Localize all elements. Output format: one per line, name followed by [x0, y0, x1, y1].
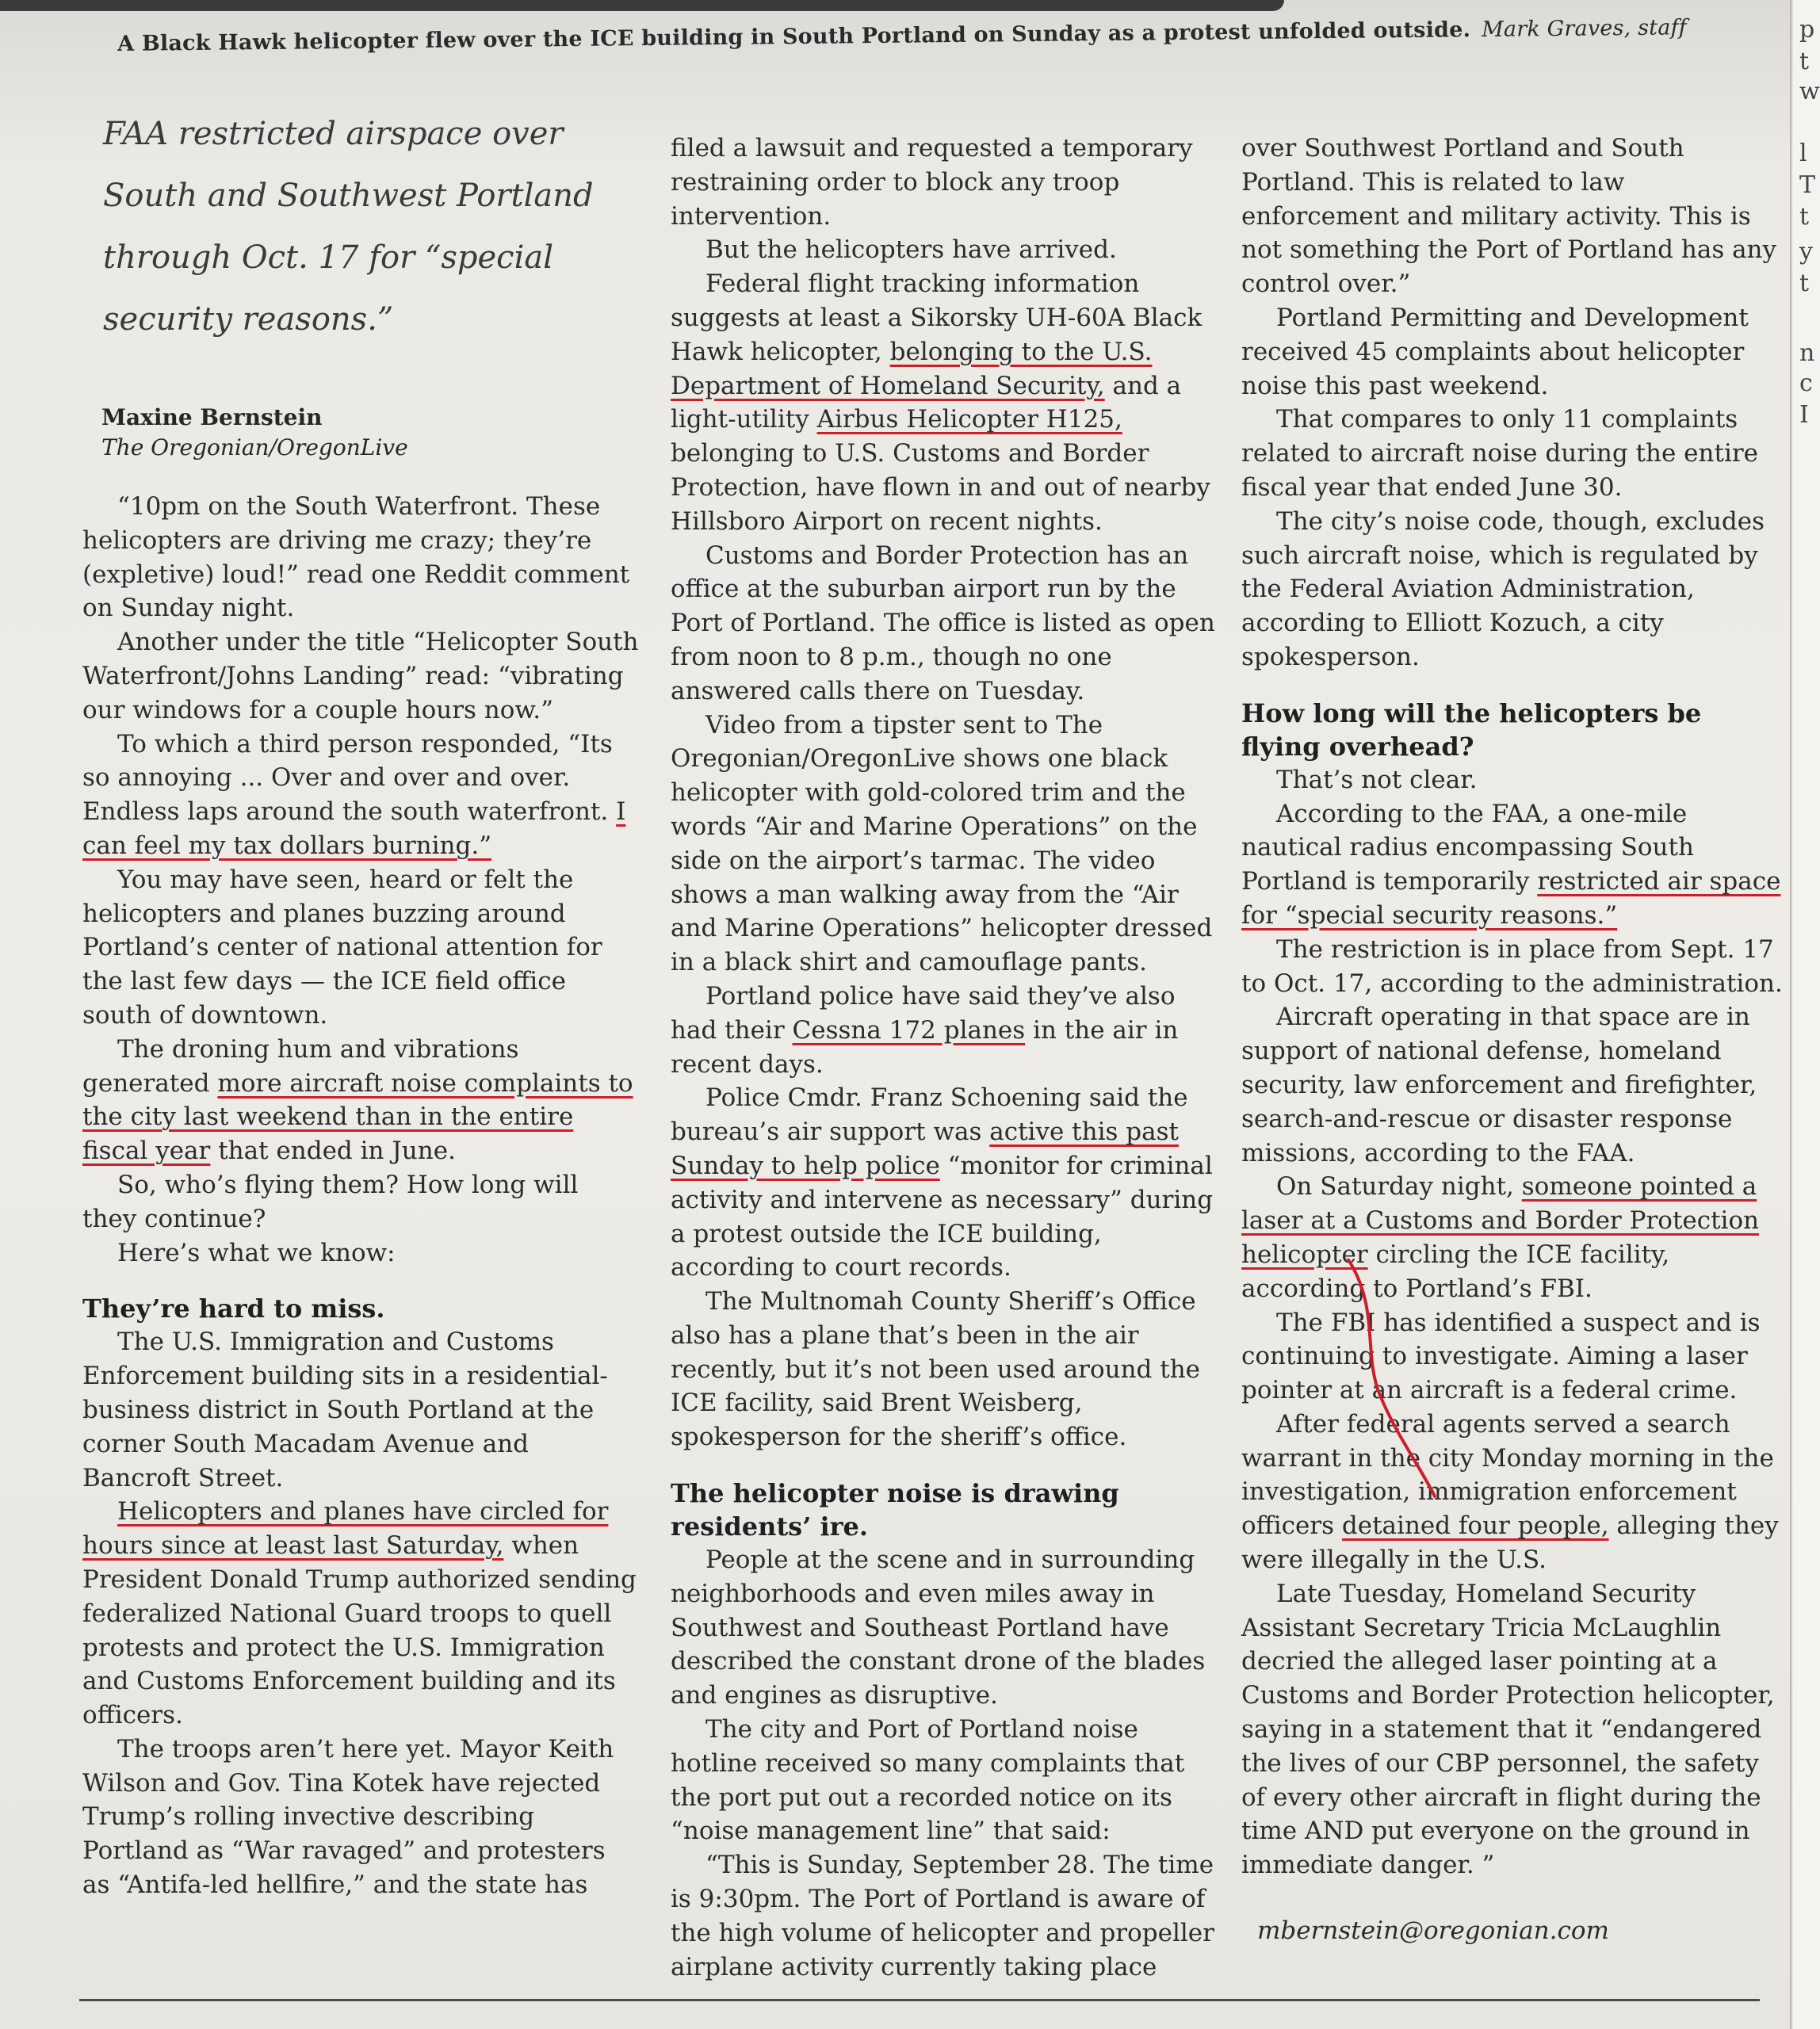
photo-edge — [0, 0, 1284, 11]
edge-letter: p — [1799, 16, 1815, 44]
photo-caption — [117, 15, 1703, 56]
underlined-text: active this past Sunday to help police — [671, 1118, 1179, 1180]
paragraph-text: On Saturday night, — [1276, 1172, 1522, 1202]
paragraph — [671, 267, 1216, 538]
paragraph — [1241, 1170, 1788, 1305]
underlined-text: Helicopters and planes have circled for hours since at least last Saturday, — [82, 1497, 609, 1561]
section-heading: They’re hard to miss. — [82, 1293, 385, 1324]
paragraph-text: alleging they were illegally in the U.S. — [1241, 1511, 1779, 1575]
paragraph-text: Police Cmdr. Franz Schoening said the bureau’s air support was — [671, 1083, 1188, 1147]
paragraph: That compares to only 11 complaints related to aircraft noise during the entire fiscal year that ended June 30. — [1241, 405, 1759, 502]
paragraph — [82, 1033, 639, 1168]
underlined-text: restricted air space for “special security reasons.” — [1241, 867, 1781, 930]
section-heading: How long will the helicopters be flying overhead? — [1241, 697, 1702, 762]
paragraph: over Southwest Portland and South Portland. This is related to law enforcement and military activity. This is not something the Port of Portland has any control over.” — [1241, 134, 1777, 299]
paragraph-text: “monitor for criminal activity and intervene as necessary” during a protest outside the ICE building, according to court records. — [671, 1151, 1214, 1282]
paragraph: The restriction is in place from Sept. 17 to Oct. 17, according to the administration. — [1241, 934, 1783, 998]
paragraph-text: that ended in June. — [210, 1137, 456, 1166]
paragraph: That’s not clear. — [1276, 765, 1478, 794]
byline — [101, 403, 593, 463]
paragraph-text: circling the ICE facility, according to Portland’s FBI. — [1241, 1240, 1670, 1303]
paragraph-text: belonging to U.S. Customs and Border Protection, have flown in and out of nearby Hillsboro Airport on recent nights. — [671, 439, 1210, 536]
paragraph — [82, 728, 639, 863]
edge-letter: t — [1799, 48, 1810, 75]
paragraph: Another under the title “Helicopter South Waterfront/Johns Landing” read: “vibrating our windows for a couple hours now.” — [82, 628, 639, 724]
edge-letter: T — [1799, 171, 1816, 199]
paragraph: The Multnomah County Sheriff’s Office also has a plane that’s been in the air recently, but it’s not been used around the ICE facility, said Brent Weisberg, spokesperson for the sheriff’s office. — [671, 1287, 1200, 1452]
caption-credit: Mark Graves, staff — [1481, 15, 1688, 42]
paragraph — [671, 1081, 1216, 1285]
paragraph: You may have seen, heard or felt the helicopters and planes buzzing around Portland’s center of national attention for the last few days — the ICE field office south of downtown. — [82, 865, 602, 1030]
edge-letter: n — [1799, 339, 1815, 367]
paragraph: The troops aren’t here yet. Mayor Keith Wilson and Gov. Tina Kotek have rejected Trump’s rolling invective describing Portland as “War ravaged” and protesters as “Antifa-led hellfire,” and the state has — [82, 1734, 614, 1900]
underlined-text: Airbus Helicopter H125, — [816, 405, 1122, 434]
edge-letter: l — [1799, 139, 1807, 167]
paragraph: Here’s what we know: — [117, 1238, 396, 1267]
edge-letter: y — [1799, 238, 1813, 266]
pull-quote: FAA restricted airspace over South and Southwest Portland through Oct. 17 for “special security reasons.” — [103, 116, 594, 338]
edge-letter: t — [1799, 269, 1810, 297]
underlined-text: I can feel my tax dollars burning.” — [82, 797, 626, 860]
paragraph: The U.S. Immigration and Customs Enforcement building sits in a residential-business district in South Portland at the corner South Macadam Avenue and Bancroft Street. — [82, 1328, 608, 1492]
paragraph-text: To which a third person responded, “Its so annoying ... Over and over and over. Endless laps around the south waterfront. — [82, 729, 617, 827]
underlined-text: detained four people, — [1341, 1511, 1609, 1541]
paragraph-text: Federal flight tracking information suggests at least a Sikorsky UH-60A Black Hawk helicopter, — [671, 269, 1202, 366]
paragraph-text: in the air in recent days. — [671, 1015, 1179, 1079]
paragraph-text: According to the FAA, a one-mile nautical radius encompassing South Portland is temporarily — [1241, 799, 1694, 896]
edge-letter: t — [1799, 203, 1810, 231]
section-heading: The helicopter noise is drawing residents’ ire. — [671, 1478, 1119, 1542]
paragraph: The city’s noise code, though, excludes such aircraft noise, which is regulated by the Federal Aviation Administration, according to Elliott Kozuch, a city spokesperson. — [1241, 506, 1765, 671]
author-name: Maxine Bernstein — [101, 404, 323, 430]
paragraph: Aircraft operating in that space are in support of national defense, homeland security, law enforcement and firefighter, search-and-rescue or disaster response missions, according to the FAA. — [1241, 1003, 1757, 1167]
paragraph — [1241, 1408, 1788, 1577]
paragraph: “This is Sunday, September 28. The time is 9:30pm. The Port of Portland is aware of the high volume of helicopter and propeller airplane activity currently taking place — [671, 1851, 1214, 1981]
paragraph: Portland Permitting and Development received 45 complaints about helicopter noise this past weekend. — [1241, 303, 1749, 400]
edge-letter: c — [1799, 369, 1813, 397]
paragraph-text: when President Donald Trump authorized sending federalized National Guard troops to quell protests and protect the U.S. Immigration and Customs Enforcement building and its officers. — [82, 1531, 637, 1730]
paragraph: The FBI has identified a suspect and is continuing to investigate. Aiming a laser pointer at an aircraft is a federal crime. — [1241, 1308, 1761, 1405]
pen-mark — [1332, 1259, 1443, 1504]
paragraph-text: Portland police have said they’ve also had their — [671, 981, 1176, 1045]
column-divider — [1790, 0, 1791, 2029]
paragraph: Late Tuesday, Homeland Security Assistant Secretary Tricia McLaughlin decried the alleged laser pointing at a Customs and Border Protection helicopter, saying in a statement that it “endangered the lives of our CBP personnel, the safety of every other aircraft in flight during the time AND put everyone on the ground in immediate danger. ” — [1241, 1579, 1775, 1880]
article-column-3 — [1241, 132, 1788, 1948]
paragraph: People at the scene and in surrounding neighborhoods and even miles away in Southwest and Southeast Portland have described the constant drone of the blades and engines as disruptive. — [671, 1546, 1206, 1710]
caption-text: A Black Hawk helicopter flew over the ICE building in South Portland on Sunday as a protest unfolded outside. — [117, 17, 1471, 56]
bottom-rule — [79, 1999, 1760, 2001]
paragraph — [671, 980, 1216, 1081]
paragraph: But the helicopters have arrived. — [705, 235, 1117, 265]
author-organization: The Oregonian/OregonLive — [101, 434, 408, 460]
underlined-text: Cessna 172 planes — [792, 1015, 1026, 1045]
adjacent-page-edge — [1793, 0, 1820, 2029]
author-email: mbernstein@oregonian.com — [1257, 1916, 1609, 1946]
underlined-text: belonging to the U.S. Department of Homeland Security, — [671, 337, 1153, 400]
article-column-1 — [82, 490, 639, 1902]
underlined-text: someone pointed a laser at a Customs and Border Protection helicopter — [1241, 1172, 1760, 1269]
underlined-text: more aircraft noise complaints to the city last weekend than in the entire fiscal year — [82, 1068, 633, 1166]
paragraph — [82, 1495, 639, 1733]
edge-letter: w — [1799, 78, 1820, 105]
edge-letter: I — [1799, 401, 1809, 429]
paragraph: So, who’s flying them? How long will they continue? — [82, 1170, 579, 1233]
paragraph: Customs and Border Protection has an office at the suburban airport run by the Port of Portland. The office is listed as open from noon to 8 p.m., though no one answered calls there on Tuesday. — [671, 541, 1215, 705]
paragraph: filed a lawsuit and requested a temporary restraining order to block any troop intervention. — [671, 134, 1193, 231]
paragraph — [1241, 797, 1788, 933]
paragraph: “10pm on the South Waterfront. These helicopters are driving me crazy; they’re (expletive) loud!” read one Reddit comment on Sunday night. — [82, 492, 630, 623]
paragraph: Video from a tipster sent to The Oregonian/OregonLive shows one black helicopter with gold-colored trim and the words “Air and Marine Operations” on the side on the airport’s tarmac. The video shows a man walking away from the “Air and Marine Operations” helicopter dressed in a black shirt and camouflage pants. — [671, 710, 1213, 977]
paragraph-text: and a light-utility — [671, 371, 1182, 434]
paragraph-text: After federal agents served a search warrant in the city Monday morning in the investigation, immigration enforcement officers — [1241, 1409, 1774, 1541]
paragraph-text: The droning hum and vibrations generated — [82, 1034, 519, 1098]
paragraph: The city and Port of Portland noise hotline received so many complaints that the port put out a recorded notice on its “noise management line” that said: — [671, 1715, 1185, 1846]
article-column-2 — [671, 132, 1216, 1984]
